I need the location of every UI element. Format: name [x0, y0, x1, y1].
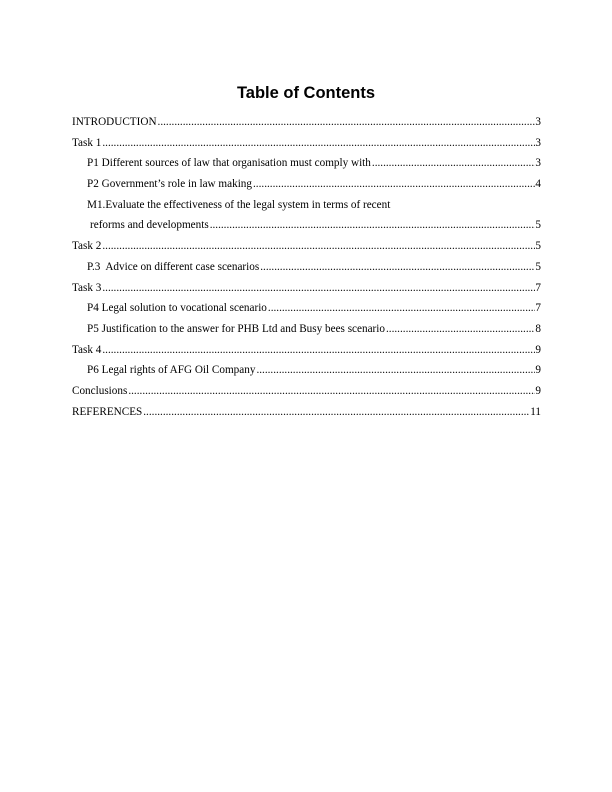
toc-entry-text: reforms and developments: [90, 219, 209, 232]
toc-page-number: 5: [535, 219, 541, 232]
toc-leader-dots: [158, 116, 536, 129]
toc-entry-task-4[interactable]: [72, 344, 541, 357]
table-of-contents: [72, 116, 541, 426]
toc-entry-text: P4 Legal solution to vocational scenario: [87, 302, 267, 315]
toc-leader-dots: [256, 364, 535, 377]
toc-page-number: 5: [535, 240, 541, 253]
toc-entry-task-1[interactable]: [72, 137, 541, 150]
toc-leader-dots: [102, 240, 535, 253]
toc-entry-text: P5 Justification to the answer for PHB Ltd and Busy bees scenario: [87, 322, 385, 335]
toc-page-number: 7: [535, 281, 541, 294]
toc-entry-p4[interactable]: [72, 302, 541, 315]
toc-leader-dots: [386, 323, 535, 336]
toc-entry-p3[interactable]: [72, 261, 541, 274]
toc-entry-p5[interactable]: [72, 323, 541, 336]
toc-leader-dots: [210, 219, 536, 232]
toc-leader-dots: [260, 261, 535, 274]
toc-entry-text: P.3 Advice on different case scenarios: [87, 260, 260, 273]
toc-title: Table of Contents: [236, 84, 376, 102]
toc-leader-dots: [372, 157, 536, 170]
toc-entry-text: M1.Evaluate the effectiveness of the legal system in terms of recent: [87, 198, 391, 211]
toc-entry-m1[interactable]: [72, 199, 541, 212]
toc-leader-dots: [253, 178, 535, 191]
toc-page-number: 8: [535, 322, 541, 335]
toc-entry-conclusions[interactable]: [72, 385, 541, 398]
toc-entry-p1[interactable]: [72, 157, 541, 170]
toc-leader-dots: [128, 385, 535, 398]
toc-entry-text: INTRODUCTION: [72, 116, 157, 128]
toc-leader-dots: [143, 406, 530, 419]
toc-page-number: 7: [535, 302, 541, 315]
toc-leader-dots: [102, 137, 535, 150]
toc-entry-task-2[interactable]: [72, 240, 541, 253]
toc-page-number: 9: [535, 384, 541, 397]
toc-entry-references[interactable]: [72, 406, 541, 419]
toc-entry-p2[interactable]: [72, 178, 541, 191]
toc-entry-m1-continued[interactable]: [72, 219, 541, 232]
toc-leader-dots: [102, 282, 535, 295]
toc-entry-p6[interactable]: [72, 364, 541, 377]
toc-entry-text: Task 1: [72, 136, 102, 149]
toc-entry-text: Task 4: [72, 343, 102, 356]
toc-entry-task-3[interactable]: [72, 282, 541, 295]
toc-entry-text: REFERENCES: [72, 405, 143, 418]
toc-entry-introduction[interactable]: [72, 116, 541, 129]
toc-leader-dots: [102, 344, 535, 357]
toc-entry-text: Task 2: [72, 240, 102, 253]
toc-page-number: 3: [535, 157, 541, 170]
toc-entry-text: Conclusions: [72, 384, 128, 397]
toc-page-number: 9: [535, 343, 541, 356]
toc-entry-text: Task 3: [72, 281, 102, 294]
toc-entry-text: P1 Different sources of law that organisation must comply with: [87, 157, 371, 170]
toc-entry-text: P6 Legal rights of AFG Oil Company: [87, 364, 256, 377]
toc-entry-text: P2 Government’s role in law making: [87, 178, 252, 191]
toc-page-number: 3: [535, 136, 541, 149]
toc-page-number: 4: [535, 178, 541, 191]
toc-page-number: 5: [535, 260, 541, 273]
toc-page-number: 9: [535, 364, 541, 377]
toc-page-number: 3: [535, 116, 541, 128]
toc-leader-dots: [268, 302, 536, 315]
toc-page-number: 11: [530, 405, 541, 418]
